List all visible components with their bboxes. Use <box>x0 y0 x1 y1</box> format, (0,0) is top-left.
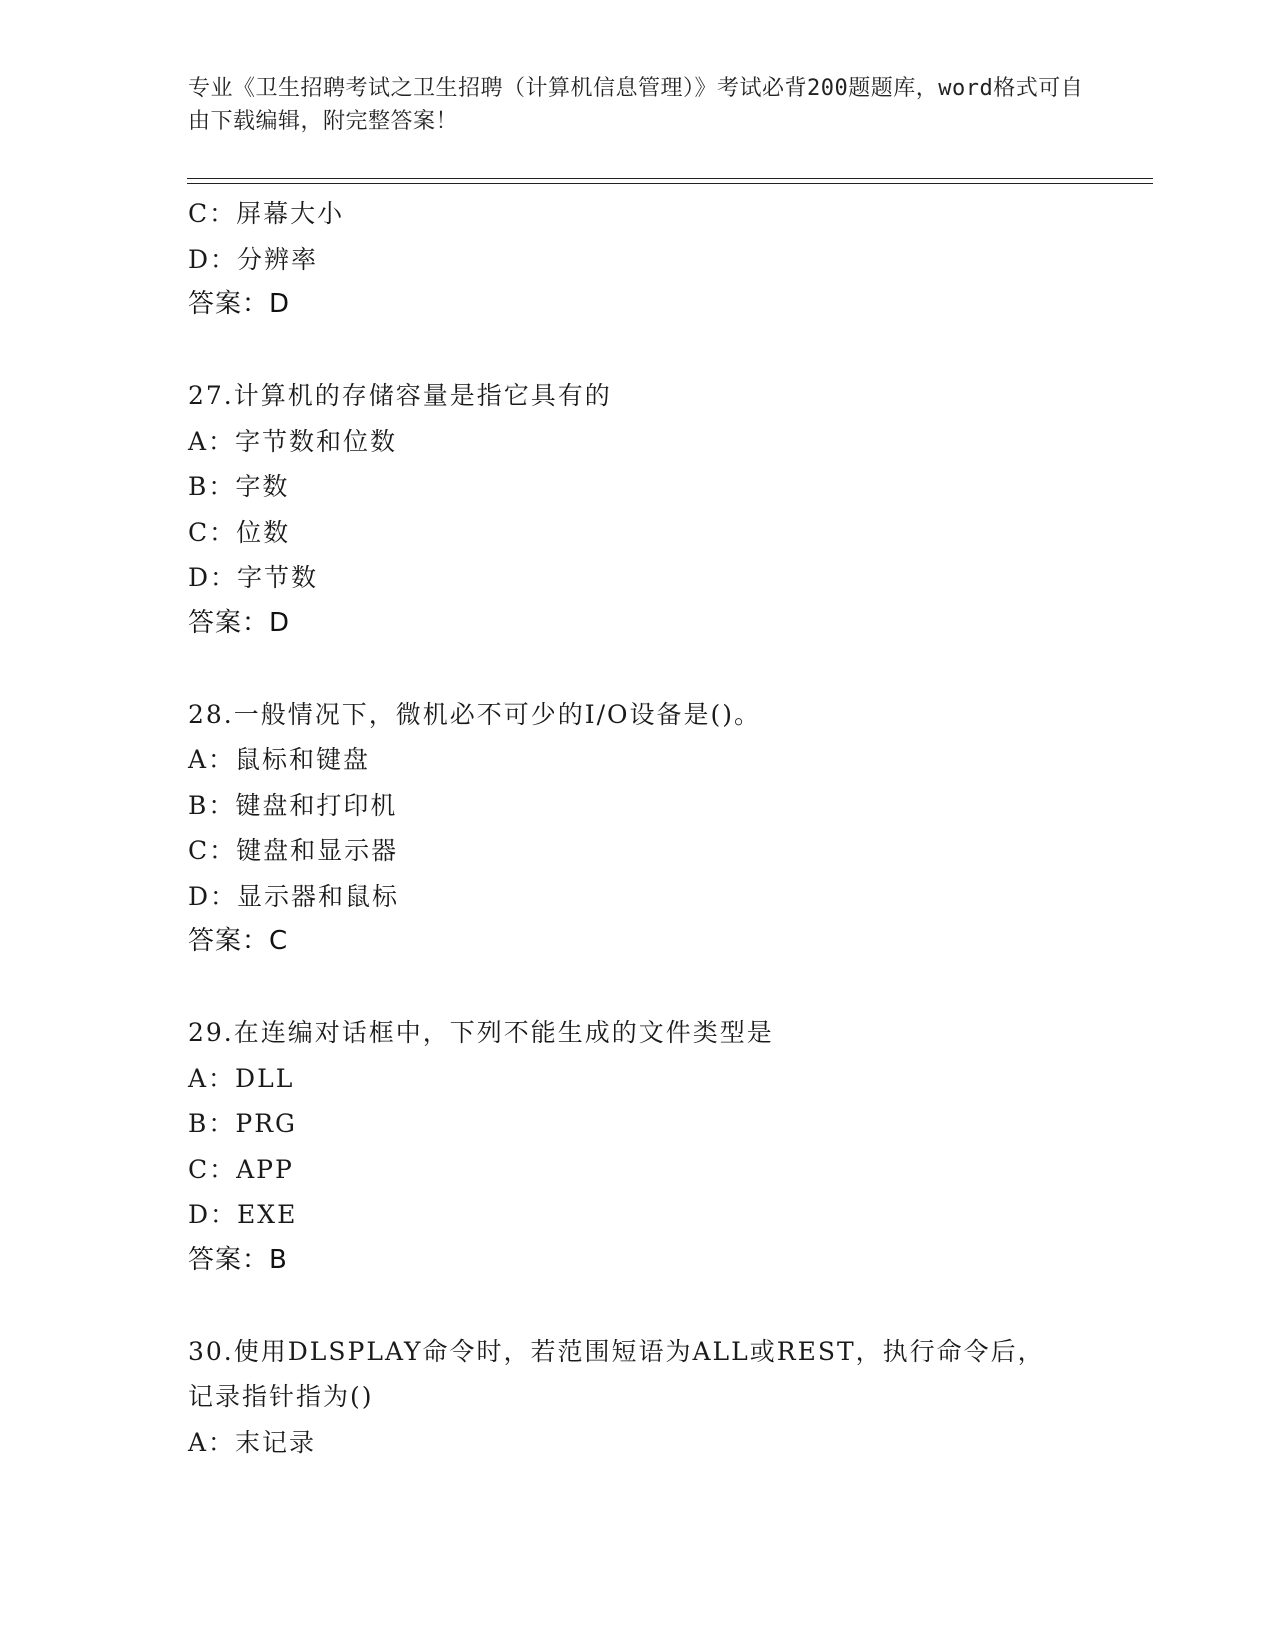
option-d: D：字节数 <box>188 563 319 592</box>
option-d: D：显示器和鼠标 <box>188 881 400 911</box>
option-d: D：分辨率 <box>188 244 319 274</box>
question-block <box>188 191 1088 328</box>
answer-line: 答案：D <box>188 607 291 638</box>
spacer <box>188 328 1088 374</box>
option-a: A：DLL <box>188 1063 295 1093</box>
option-b: B：键盘和打印机 <box>188 790 398 820</box>
option-a: A：末记录 <box>188 1427 317 1457</box>
spacer <box>188 965 1088 1011</box>
page-header-title: 专业《卫生招聘考试之卫生招聘（计算机信息管理）》考试必背200题题库，word格式可自由下载编辑，附完整答案！ <box>188 76 1084 134</box>
question-list <box>188 191 1088 1465</box>
option-a: A：字节数和位数 <box>188 426 398 456</box>
question-text: 30.使用DLSPLAY命令时，若范围短语为ALL或REST，执行命令后，记录指针指为() <box>188 1336 1045 1411</box>
question-block <box>188 1010 1088 1283</box>
option-b: B：字数 <box>188 472 290 501</box>
option-c: C：屏幕大小 <box>188 199 345 228</box>
question-block <box>188 373 1088 646</box>
question-block <box>188 692 1088 965</box>
answer-line: 答案：C <box>188 926 289 956</box>
option-c: C：APP <box>188 1154 294 1184</box>
header-rule-bottom <box>187 183 1153 184</box>
option-c: C：键盘和显示器 <box>188 836 399 865</box>
spacer <box>188 646 1088 692</box>
option-b: B：PRG <box>188 1109 297 1138</box>
question-text: 29.在连编对话框中，下列不能生成的文件类型是 <box>188 1018 774 1047</box>
answer-line: 答案：D <box>188 289 291 319</box>
answer-line: 答案：B <box>188 1244 288 1275</box>
option-c: C：位数 <box>188 517 291 547</box>
option-d: D：EXE <box>188 1200 298 1229</box>
question-text: 27.计算机的存储容量是指它具有的 <box>188 381 612 410</box>
option-a: A：鼠标和键盘 <box>188 745 371 774</box>
header-rule-top <box>187 178 1153 179</box>
question-block <box>188 1329 1088 1466</box>
spacer <box>188 1283 1088 1329</box>
question-text: 28.一般情况下，微机必不可少的I/O设备是()。 <box>188 699 762 729</box>
